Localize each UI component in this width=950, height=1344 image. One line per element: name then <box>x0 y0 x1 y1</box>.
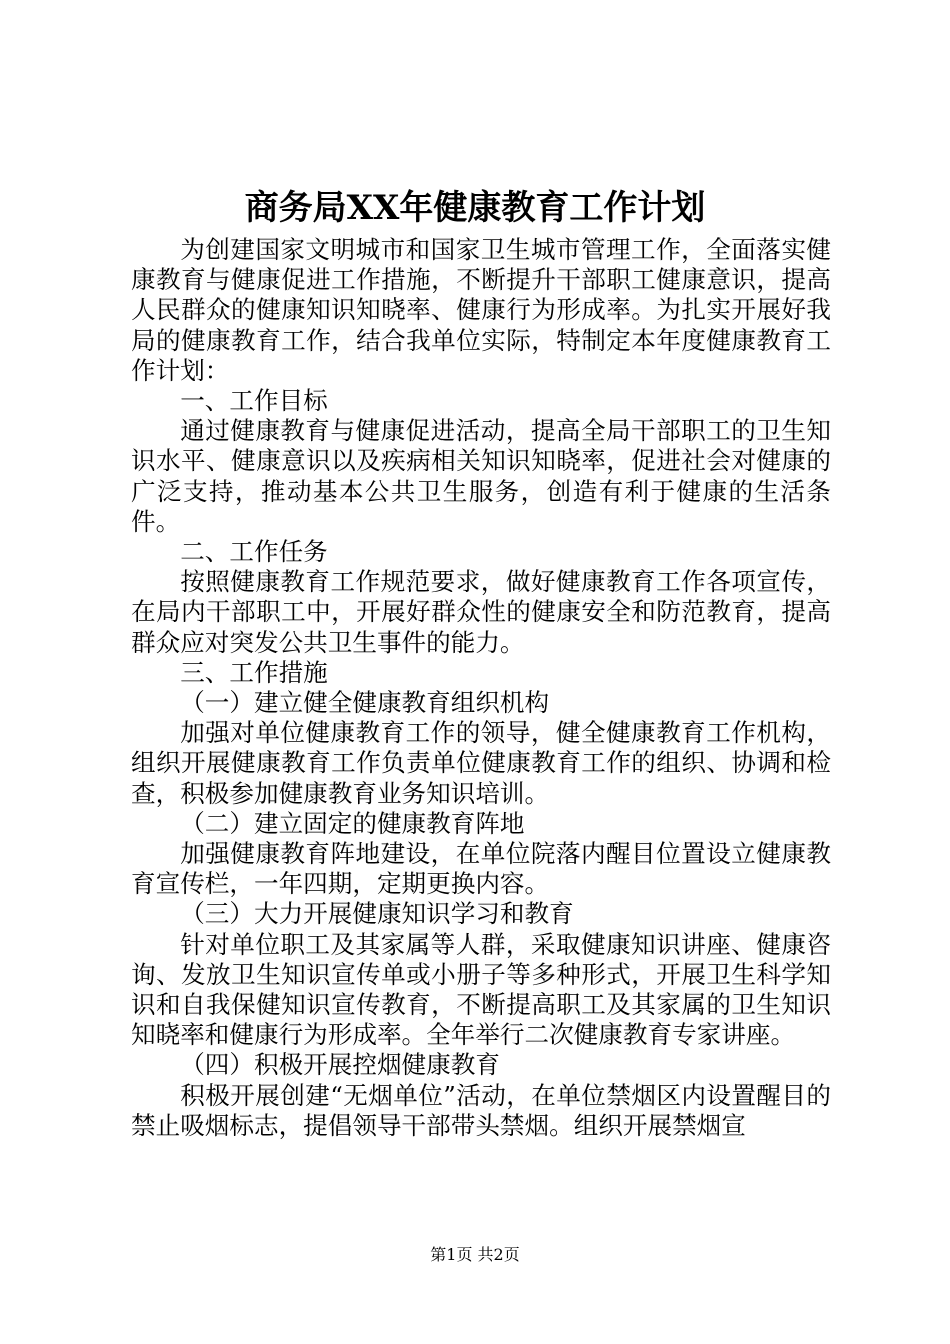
paragraph-education: 针对单位职工及其家属等人群，采取健康知识讲座、健康咨询、发放卫生知识宣传单或小册子等多种形式，开展卫生科学知识和自我保健知识宣传教育，不断提高职工及其家属的卫生知识知晓率和健康行为形成率。全年举行二次健康教育专家讲座。 <box>131 929 831 1050</box>
heading-work-measures: 三、工作措施 <box>180 657 328 687</box>
paragraph-tobacco-control: 积极开展创建“无烟单位”活动，在单位禁烟区内设置醒目的禁止吸烟标志，提倡领导干部带头禁烟。组织开展禁烟宣 <box>131 1080 831 1140</box>
subheading-education: （三）大力开展健康知识学习和教育 <box>180 899 574 929</box>
document-title: 商务局XX年健康教育工作计划 <box>244 188 706 228</box>
document-body <box>131 235 831 1141</box>
subheading-position: （二）建立固定的健康教育阵地 <box>180 808 525 838</box>
page-footer: 第1页 共2页 <box>430 1245 520 1264</box>
paragraph-intro: 为创建国家文明城市和国家卫生城市管理工作，全面落实健康教育与健康促进工作措施，不断提升干部职工健康意识，提高人民群众的健康知识知晓率、健康行为形成率。为扎实开展好我局的健康教育工作，结合我单位实际，特制定本年度健康教育工作计划： <box>131 235 831 385</box>
paragraph-work-task: 按照健康教育工作规范要求，做好健康教育工作各项宣传，在局内干部职工中，开展好群众性的健康安全和防范教育，提高群众应对突发公共卫生事件的能力。 <box>131 567 831 657</box>
paragraph-position: 加强健康教育阵地建设，在单位院落内醒目位置设立健康教育宣传栏，一年四期，定期更换内容。 <box>131 839 831 899</box>
heading-work-goal: 一、工作目标 <box>180 386 328 416</box>
subheading-tobacco-control: （四）积极开展控烟健康教育 <box>180 1050 500 1080</box>
paragraph-organization: 加强对单位健康教育工作的领导，健全健康教育工作机构，组织开展健康教育工作负责单位健康教育工作的组织、协调和检查，积极参加健康教育业务知识培训。 <box>131 718 831 808</box>
heading-work-task: 二、工作任务 <box>180 537 328 567</box>
subheading-organization: （一）建立健全健康教育组织机构 <box>180 688 550 718</box>
paragraph-work-goal: 通过健康教育与健康促进活动，提高全局干部职工的卫生知识水平、健康意识以及疾病相关知识知晓率，促进社会对健康的广泛支持，推动基本公共卫生服务，创造有利于健康的生活条件。 <box>131 416 831 536</box>
